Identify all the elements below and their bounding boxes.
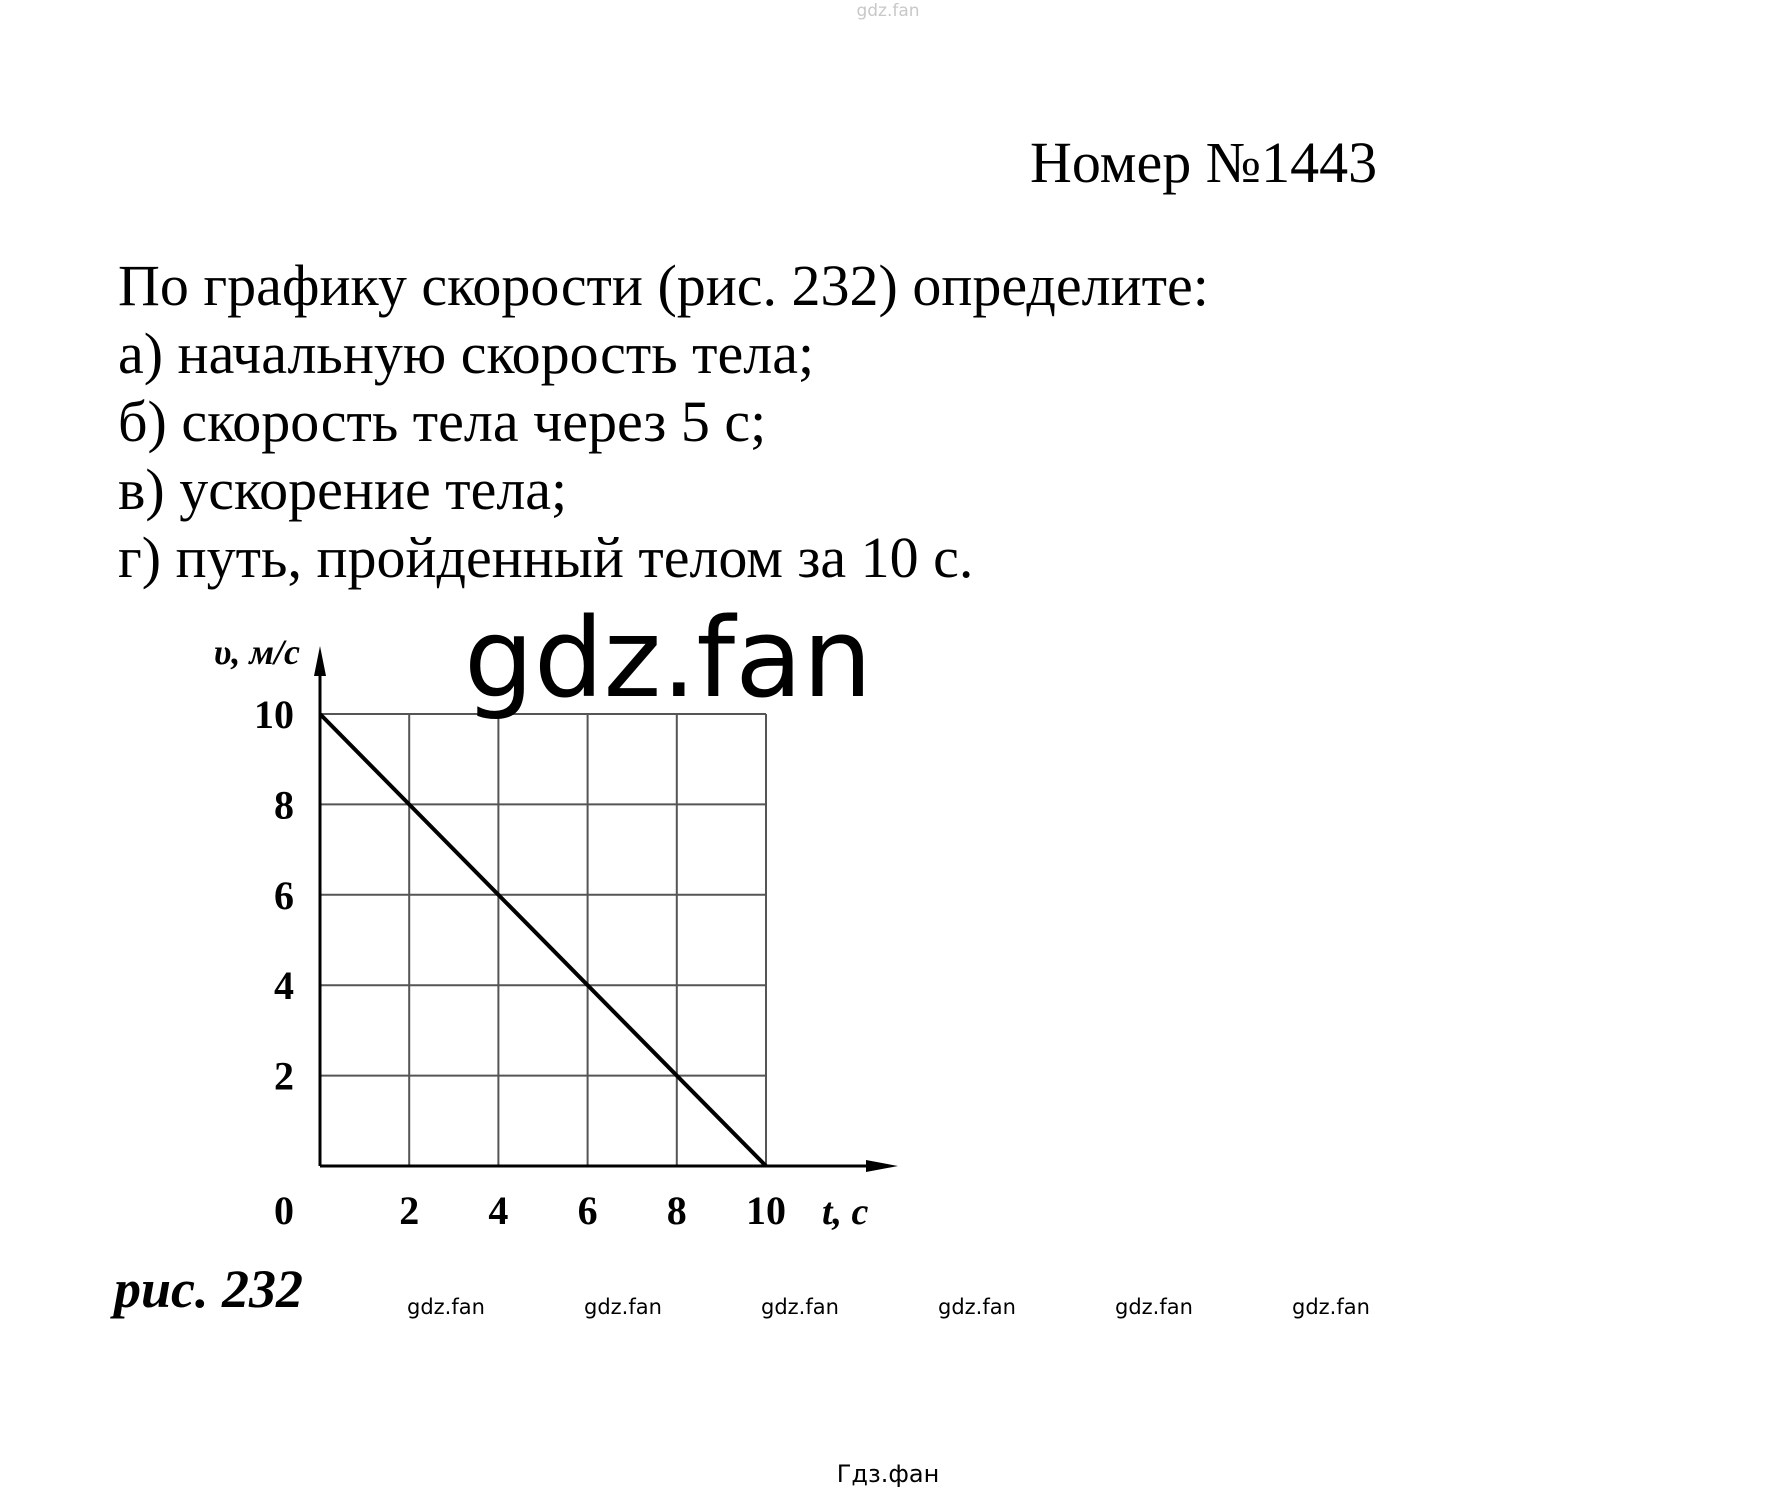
task-intro: По графику скорости (рис. 232) определите: — [118, 253, 1209, 318]
y-tick-label: 2 — [274, 1053, 294, 1099]
bottom-watermark: Гдз.фан — [836, 1460, 940, 1488]
y-tick-label: 4 — [274, 963, 294, 1009]
watermark-row-item: gdz.fan — [938, 1295, 1016, 1319]
x-tick-label: 2 — [399, 1188, 420, 1233]
watermark-row-item: gdz.fan — [1292, 1295, 1370, 1319]
watermark-row-item: gdz.fan — [407, 1295, 485, 1319]
y-tick-label: 10 — [254, 692, 294, 737]
x-tick-label: 6 — [577, 1188, 598, 1233]
top-watermark: gdz.fan — [856, 1, 920, 21]
x-tick-label: 10 — [746, 1188, 786, 1233]
task-item-d: г) путь, пройденный телом за 10 с. — [118, 525, 974, 590]
origin-label: 0 — [274, 1188, 294, 1233]
figure-caption: рис. 232 — [114, 1259, 303, 1319]
x-axis-arrow — [866, 1160, 898, 1172]
problem-heading: Номер №1443 — [1030, 130, 1378, 195]
watermark-row-item: gdz.fan — [584, 1295, 662, 1319]
velocity-line — [320, 714, 766, 1166]
y-axis-arrow — [314, 646, 326, 676]
watermark-row-item: gdz.fan — [1115, 1295, 1193, 1319]
task-text — [118, 252, 1209, 592]
y-axis-title: υ, м/с — [213, 632, 300, 672]
chart-labels — [214, 632, 869, 1233]
chart-series — [320, 714, 766, 1166]
center-watermark: gdz.fan — [464, 594, 873, 722]
task-item-a: а) начальную скорость тела; — [118, 321, 815, 386]
x-tick-label: 4 — [488, 1188, 509, 1233]
y-tick-label: 6 — [274, 872, 294, 918]
watermark-row-item: gdz.fan — [761, 1295, 839, 1319]
y-tick-label: 8 — [274, 782, 294, 828]
chart-axes — [314, 646, 898, 1172]
task-item-c: в) ускорение тела; — [118, 457, 568, 522]
task-item-b: б) скорость тела через 5 с; — [118, 389, 767, 454]
x-tick-label: 8 — [666, 1188, 687, 1233]
x-axis-title: t, с — [822, 1191, 869, 1233]
